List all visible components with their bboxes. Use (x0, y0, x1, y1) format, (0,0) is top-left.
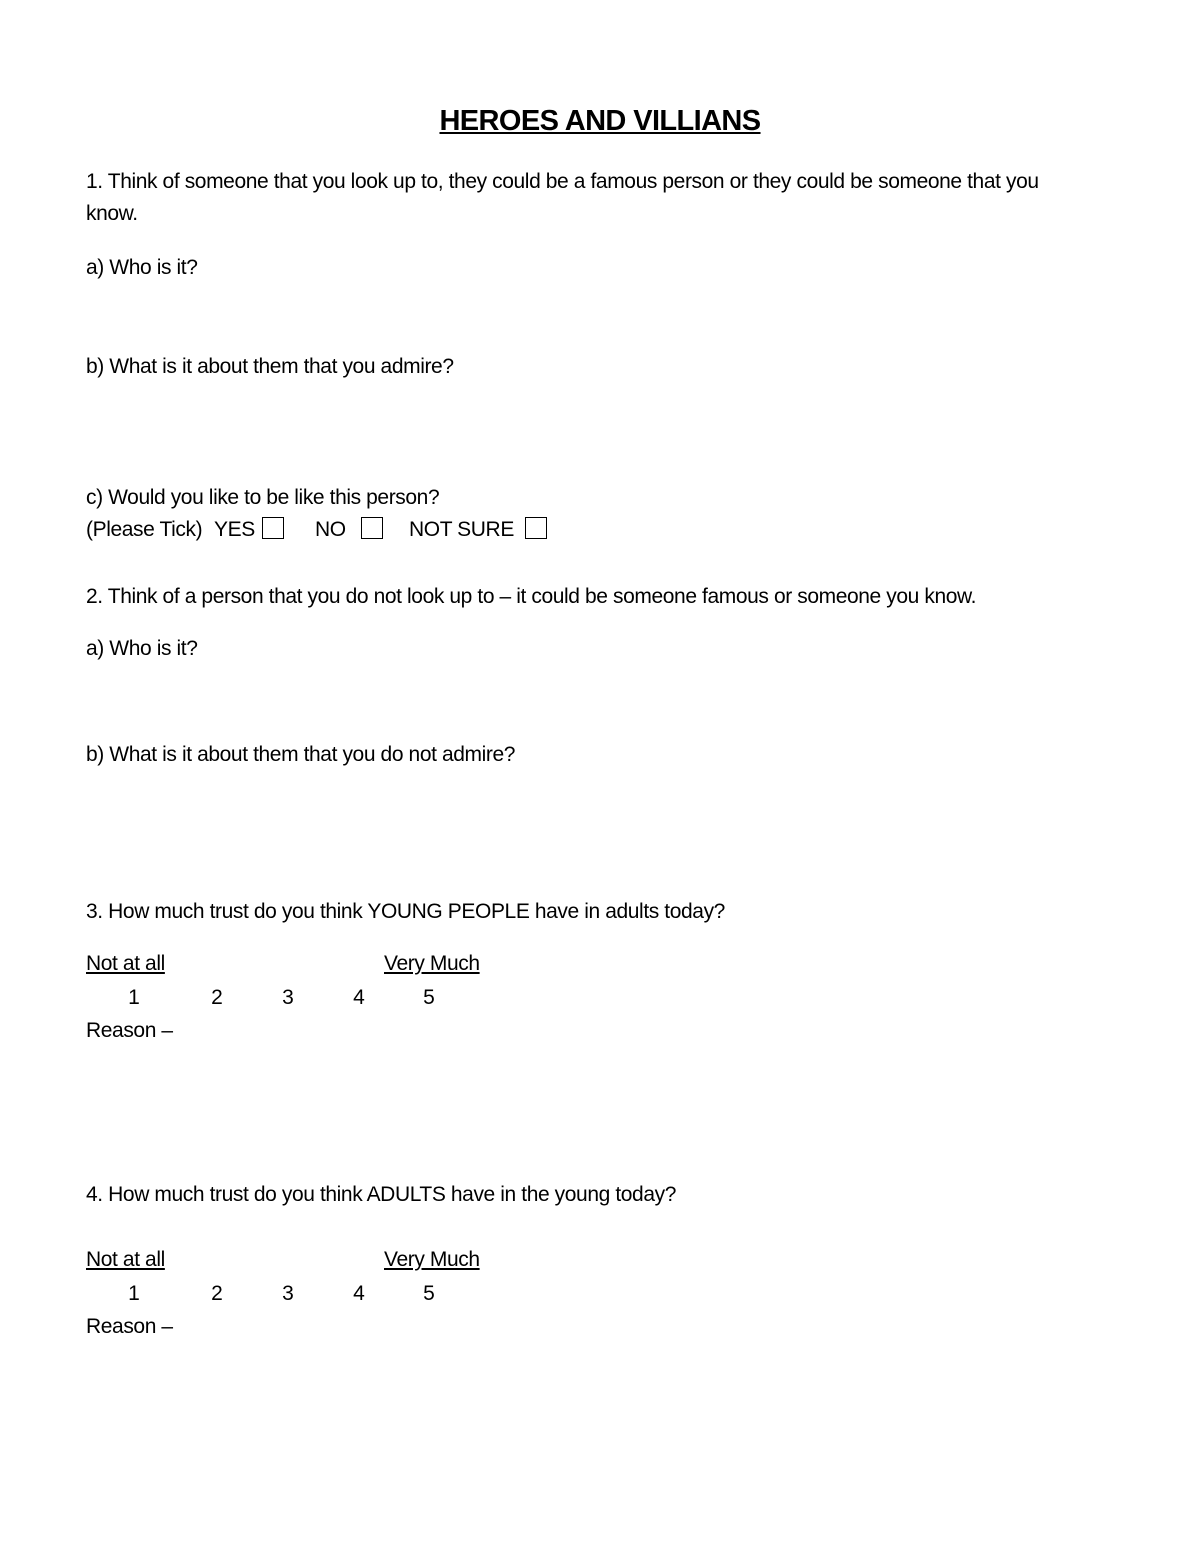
option-no-checkbox[interactable] (361, 517, 383, 539)
question-1b-label: b) What is it about them that you admire? (86, 355, 454, 378)
question-2b-label: b) What is it about them that you do not admire? (86, 743, 516, 766)
question-4-text: 4. How much trust do you think ADULTS have in the young today? (86, 1183, 676, 1206)
q4-reason-answer-area[interactable] (86, 1344, 1116, 1464)
question-1a-label: a) Who is it? (86, 256, 198, 279)
tick-prompt: (Please Tick) (86, 518, 203, 541)
q4-reason-label: Reason – (86, 1315, 173, 1338)
q3-scale-option-1[interactable]: 1 (128, 986, 140, 1009)
scale-high-label: Very Much (384, 1248, 480, 1271)
scale-high-label: Very Much (384, 952, 480, 975)
q3-scale-option-4[interactable]: 4 (353, 986, 365, 1009)
q3-reason-answer-area[interactable] (86, 1048, 1116, 1168)
question-3-text: 3. How much trust do you think YOUNG PEOPLE have in adults today? (86, 900, 725, 923)
scale-low-label: Not at all (86, 1248, 165, 1271)
q4-scale-option-5[interactable]: 5 (423, 1282, 435, 1305)
page-title: HEROES AND VILLIANS (439, 105, 761, 137)
option-yes-checkbox[interactable] (262, 517, 284, 539)
q3-scale-option-2[interactable]: 2 (211, 986, 223, 1009)
question-1-text-line-2: know. (86, 202, 138, 225)
question-1a-answer-area[interactable] (86, 285, 1116, 355)
scale-low-label: Not at all (86, 952, 165, 975)
question-2a-label: a) Who is it? (86, 637, 198, 660)
question-2-text: 2. Think of a person that you do not look up to – it could be someone famous or someone you know. (86, 585, 977, 608)
q4-scale-option-1[interactable]: 1 (128, 1282, 140, 1305)
question-1c-label: c) Would you like to be like this person? (86, 486, 440, 509)
question-1b-answer-area[interactable] (86, 384, 1116, 484)
option-not-sure-checkbox[interactable] (525, 517, 547, 539)
q4-scale-option-2[interactable]: 2 (211, 1282, 223, 1305)
question-1-text-line-1: 1. Think of someone that you look up to, they could be a famous person or they could be someone that you (86, 170, 1039, 193)
question-2a-answer-area[interactable] (86, 666, 1116, 736)
q3-scale-option-5[interactable]: 5 (423, 986, 435, 1009)
option-yes-label: YES (214, 518, 255, 541)
q3-scale-option-3[interactable]: 3 (282, 986, 294, 1009)
q4-scale-option-4[interactable]: 4 (353, 1282, 365, 1305)
q4-scale-option-3[interactable]: 3 (282, 1282, 294, 1305)
option-not-sure-label: NOT SURE (409, 518, 514, 541)
question-2b-answer-area[interactable] (86, 772, 1116, 892)
option-no-label: NO (315, 518, 346, 541)
q3-reason-label: Reason – (86, 1019, 173, 1042)
